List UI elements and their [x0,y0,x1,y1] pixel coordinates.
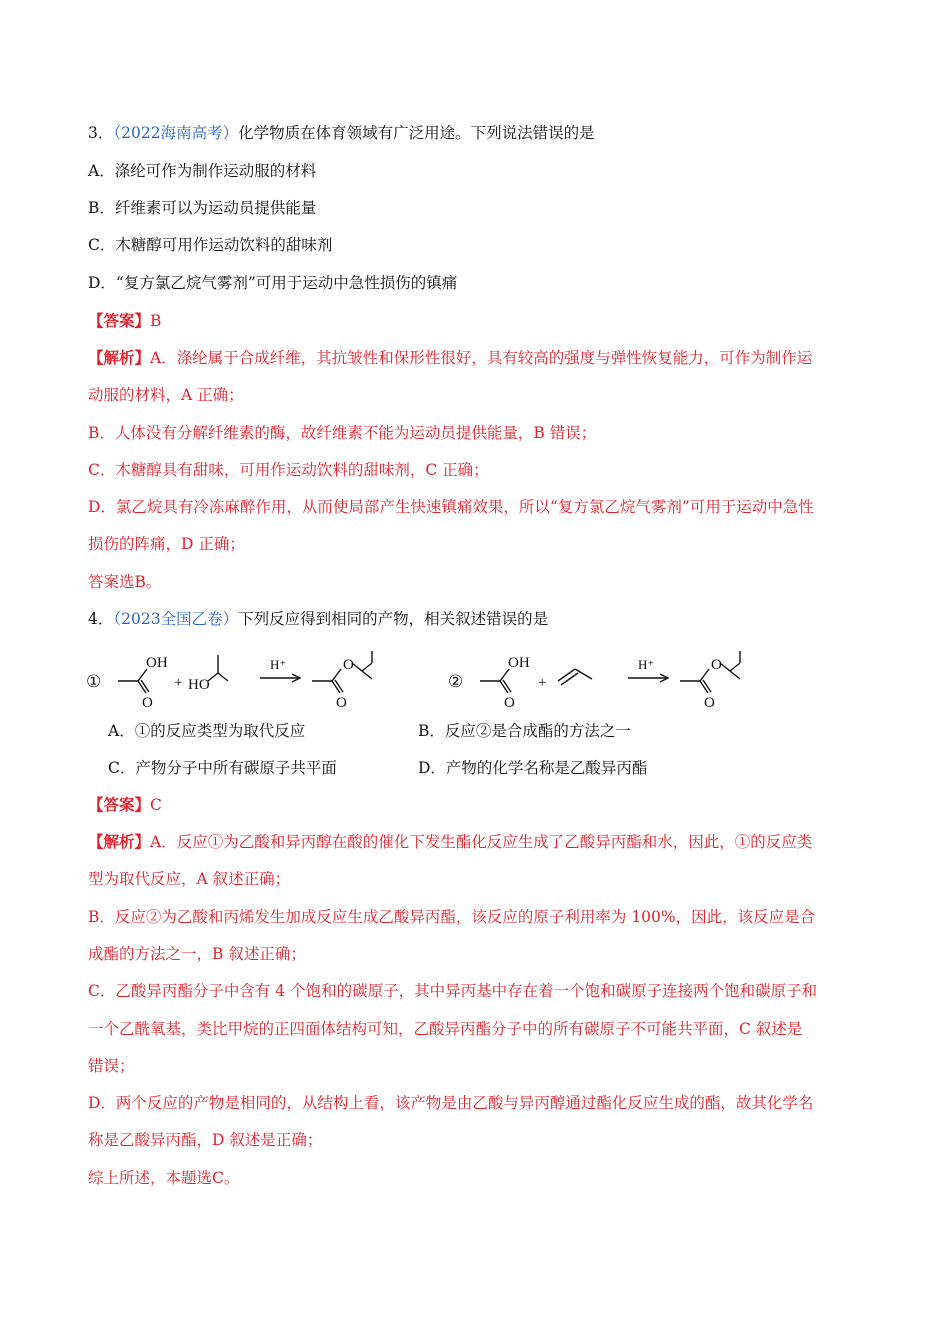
r1-acid-o: O [142,695,153,711]
q4-analysis-line-1: 【解析】A．反应①为乙酸和异丙醇在酸的催化下发生酯化反应生成了乙酸异丙酯和水，因此，①的反应类 [88,832,813,851]
reaction-1-label: ① [86,672,102,691]
reaction-scheme [80,645,780,715]
q3-answer-label: 【答案】 [88,311,151,330]
q3-analysis-line-4: C．木糖醇具有甜味，可用作运动饮料的甜味剂，C 正确； [88,461,489,479]
q3-number: 3． [88,124,114,142]
q4-option-c: C．产物分子中所有碳原子共平面 [108,759,337,777]
q4-analysis-label: 【解析】 [88,832,151,851]
q3-option-c: C．木糖醇可用作运动饮料的甜味剂 [88,236,333,254]
q3-answer [88,310,161,332]
r1-catalyst: H⁺ [270,657,287,672]
q4-analysis-line-5: C．乙酸异丙酯分子中含有 4 个饱和的碳原子，其中异丙基中存在着一个饱和碳原子连接两个饱和碳原子和 [88,982,818,1000]
q3-analysis-line-7: 答案选B。 [88,573,162,591]
q3-option-b: B．纤维素可以为运动员提供能量 [88,199,317,217]
q4-answer [88,794,162,816]
q4-option-d: D．产物的化学名称是乙酸异丙酯 [418,759,648,777]
q4-option-a: A．①的反应类型为取代反应 [108,722,306,740]
q4-analysis-line-2: 型为取代反应，A 叙述正确； [88,870,291,888]
r1-plus: + [174,675,183,691]
r2-plus: + [538,675,547,691]
q4-stem: 下列反应得到相同的产物，相关叙述错误的是 [238,610,549,628]
q4-analysis-line-7: 错误； [88,1057,135,1075]
q4-analysis-line-3: B．反应②为乙酸和丙烯发生加成反应生成乙酸异丙酯，该反应的原子利用率为 100%，因此，该反应是合 [88,908,816,926]
r1-acid-oh: OH [146,655,168,671]
q3-analysis-line-5: D．氯乙烷具有冷冻麻醉作用，从而使局部产生快速镇痛效果，所以“复方氯乙烷气雾剂”可用于运动中急性 [88,498,814,516]
q4-analysis-line-8: D．两个反应的产物是相同的，从结构上看，该产物是由乙酸与异丙醇通过酯化反应生成的酯，故其化学名 [88,1094,814,1112]
reaction-2-label: ② [448,672,464,691]
q3-source: （2022海南高考） [113,124,239,142]
q3-analysis-line-3: B．人体没有分解纤维素的酶，故纤维素不能为运动员提供能量，B 错误； [88,424,597,442]
q4-analysis-line-10: 综上所述，本题选C。 [88,1169,240,1187]
r1-ho: HO [188,677,210,693]
r2-catalyst: H⁺ [638,657,655,672]
q3-analysis-line-6: 损伤的阵痛，D 正确； [88,535,245,553]
r2-acid-oh: OH [508,655,530,671]
q3-answer-value: B [150,312,162,330]
q3-analysis-line-2: 动服的材料，A 正确； [88,386,244,404]
q3-option-d: D．“复方氯乙烷气雾剂”可用于运动中急性损伤的镇痛 [88,274,458,292]
q4-answer-value: C [150,796,162,814]
q4-analysis-line-9: 称是乙酸异丙酯，D 叙述是正确； [88,1131,323,1149]
q3-analysis-line-1: 【解析】A．涤纶属于合成纤维，其抗皱性和保形性很好，具有较高的强度与弹性恢复能力，可作为制作运 [88,348,813,367]
q4-stem-line [88,608,548,630]
r1-product-ester-o: O [343,657,354,673]
q3-stem-line [88,122,595,144]
q3-option-a: A．涤纶可作为制作运动服的材料 [88,162,317,180]
q4-number: 4． [88,610,114,628]
q4-answer-label: 【答案】 [88,795,151,814]
q3-analysis-label: 【解析】 [88,348,151,367]
q3-stem: 化学物质在体育领域有广泛用途。下列说法错误的是 [238,124,595,142]
q4-analysis-line-4: 成酯的方法之一，B 叙述正确； [88,945,306,963]
r2-product-ester-o: O [711,657,722,673]
r1-product-carbonyl-o: O [336,695,347,711]
r2-acid-o: O [504,695,515,711]
r2-product-carbonyl-o: O [704,695,715,711]
q4-option-b: B．反应②是合成酯的方法之一 [418,722,631,740]
q4-source: （2023全国乙卷） [113,610,239,628]
q4-analysis-line-6: 一个乙酰氧基，类比甲烷的正四面体结构可知，乙酸异丙酯分子中的所有碳原子不可能共平面，C 叙述是 [88,1020,803,1038]
